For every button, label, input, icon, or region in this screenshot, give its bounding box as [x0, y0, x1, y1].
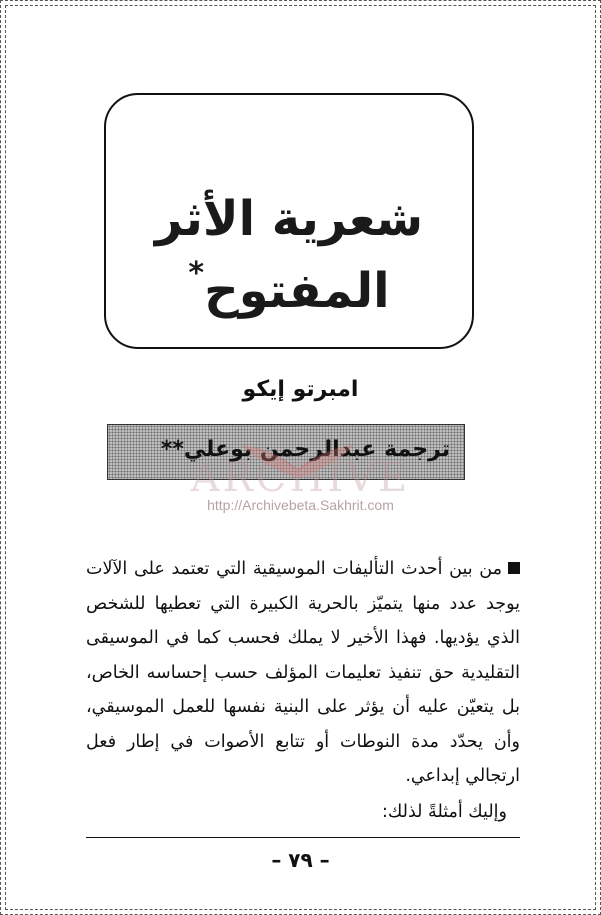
paragraph — [86, 552, 520, 794]
footer-divider — [86, 837, 520, 838]
title-line-2 — [106, 256, 472, 319]
examples-intro: وإليك أمثلةً لذلك: — [382, 802, 507, 822]
title-line-1: شعرية الأثر — [154, 191, 424, 247]
author-name: امبرتو إيكو — [242, 377, 359, 402]
body-paragraph — [86, 552, 520, 794]
title-footnote-marker: * — [188, 256, 205, 291]
square-bullet-icon — [508, 562, 520, 574]
watermark-text: ARCHIVE — [190, 455, 411, 501]
watermark-url: http://Archivebeta.Sakhrit.com — [207, 497, 394, 513]
translator-name: ترجمة عبدالرحمن بوعلي** — [160, 437, 450, 462]
title-line-2-text: المفتوح — [204, 263, 390, 319]
title-box — [104, 93, 474, 349]
paragraph-text: من بين أحدث التأليفات الموسيقية التي تعتمد على الآلات يوجد عدد منها يتميّز بالحرية الكبيرة التي تعطيها للشخص الذي يؤديها. فهذا الأخير لا يملك فحسب كما في الموسيقى التقليدية حق تنفيذ تعليمات المؤلف حسب إحساسه الخاص، بل يتعيّن عليه أن يؤثر على البنية نفسها للعمل الموسيقي، وأن يحدّد مدة النوطات أو تتابع الأصوات في إطار فعل ارتجالي إبداعي. — [86, 559, 520, 786]
page-number: – ٧٩ – — [271, 848, 330, 872]
